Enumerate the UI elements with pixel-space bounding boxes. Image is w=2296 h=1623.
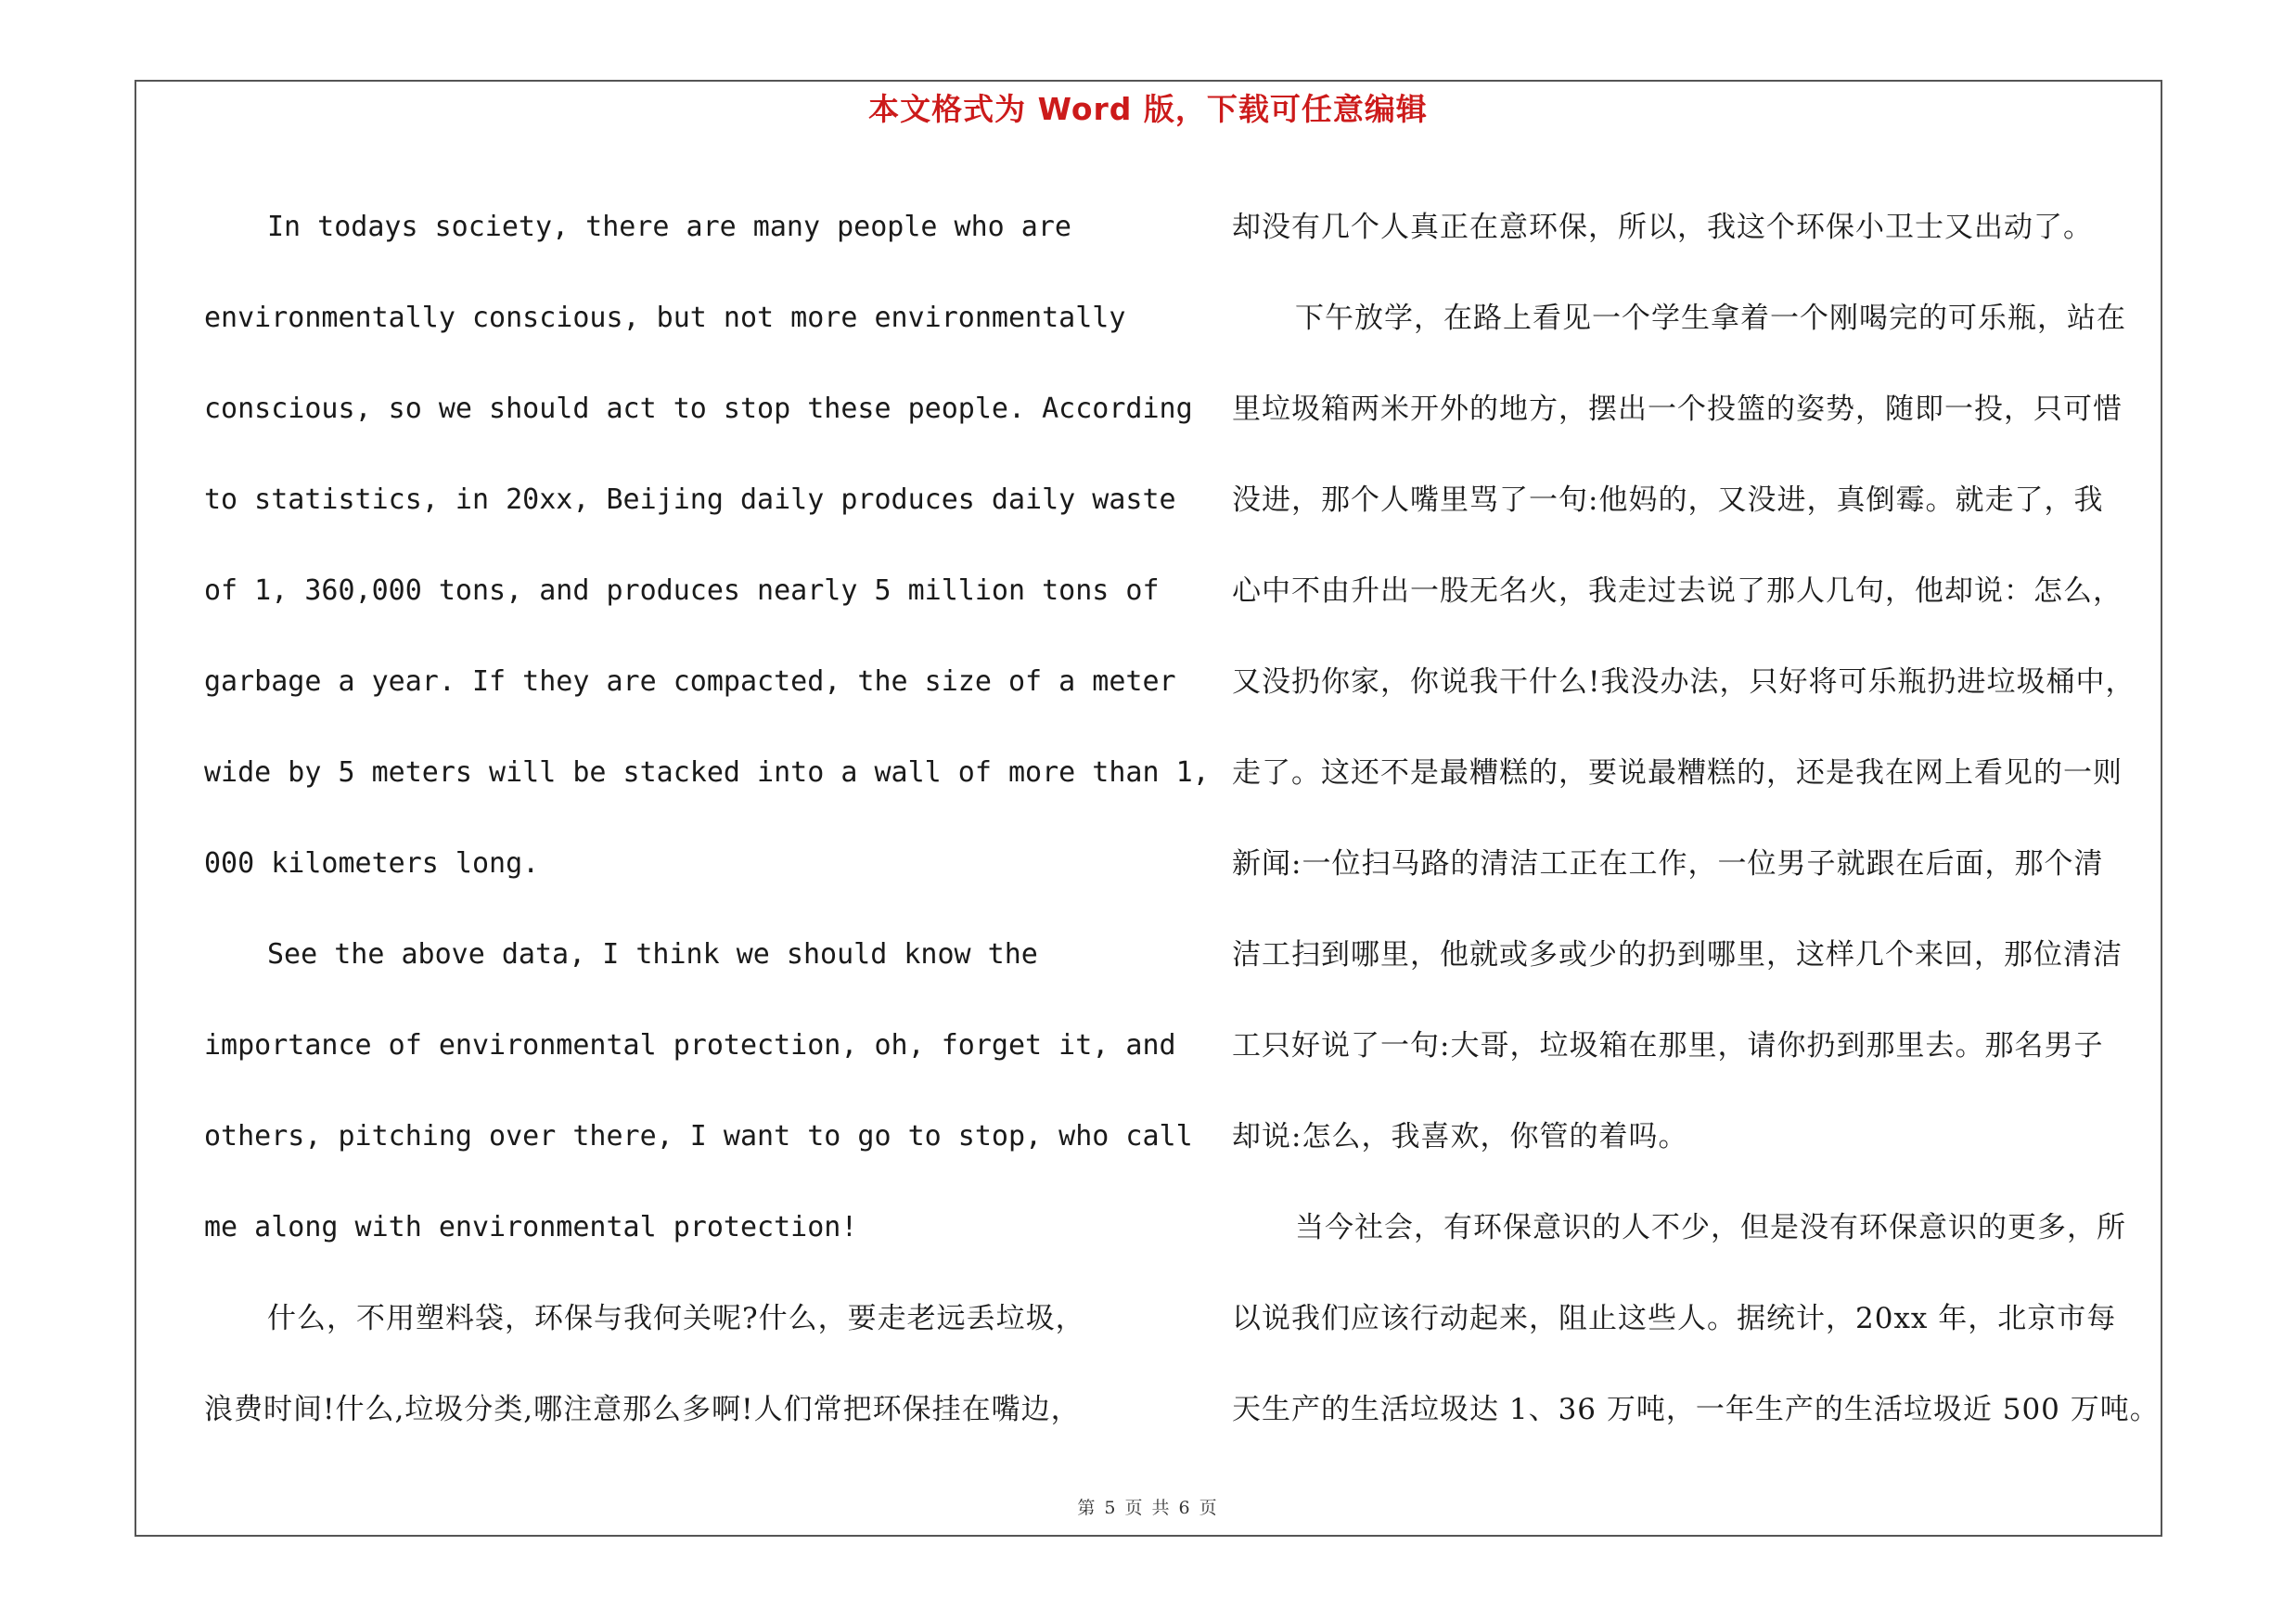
paragraph-line: 当今社会，有环保意识的人不少，但是没有环保意识的更多，所 <box>1295 1211 2126 1244</box>
paragraph-line: environmentally conscious, but not more environmentally <box>204 302 1126 334</box>
paragraph-line: 却说:怎么，我喜欢，你管的着吗。 <box>1232 1120 1688 1153</box>
paragraph-line: 却没有几个人真正在意环保，所以，我这个环保小卫士又出动了。 <box>1232 211 2093 244</box>
paragraph-line: 工只好说了一句:大哥，垃圾箱在那里，请你扔到那里去。那名男子 <box>1232 1029 2104 1063</box>
paragraph-line: 浪费时间!什么,垃圾分类,哪注意那么多啊!人们常把环保挂在嘴边， <box>204 1393 1081 1426</box>
paragraph-line: wide by 5 meters will be stacked into a wall of more than 1, <box>204 756 1210 789</box>
paragraph-line: me along with environmental protection! <box>204 1211 858 1243</box>
paragraph-line: to statistics, in 20xx, Beijing daily produces daily waste <box>204 483 1176 516</box>
paragraph-line: See the above data, I think we should know the <box>267 938 1038 971</box>
page-number: 第 5 页 共 6 页 <box>1077 1498 1219 1518</box>
left-text-column <box>204 182 1210 1455</box>
paragraph-line: 走了。这还不是最糟糕的，要说最糟糕的，还是我在网上看见的一则 <box>1232 756 2123 790</box>
paragraph-line: importance of environmental protection, oh, forget it, and <box>204 1029 1176 1062</box>
right-text-column <box>1232 182 2178 1455</box>
paragraph-line: 以说我们应该行动起来，阻止这些人。据统计，20xx 年，北京市每 <box>1232 1302 2117 1335</box>
paragraph-line: conscious, so we should act to stop these people. According <box>204 393 1193 425</box>
paragraph-line: 没进，那个人嘴里骂了一句:他妈的，又没进，真倒霉。就走了，我 <box>1232 483 2104 517</box>
paragraph-line: 000 kilometers long. <box>204 847 540 880</box>
paragraph-line: others, pitching over there, I want to go to stop, who call <box>204 1120 1193 1153</box>
paragraph-line: 天生产的生活垃圾达 1、36 万吨，一年生产的生活垃圾近 500 万吨。 <box>1232 1393 2160 1426</box>
paragraph-line: 下午放学，在路上看见一个学生拿着一个刚喝完的可乐瓶，站在 <box>1295 302 2126 335</box>
paragraph-line: In todays society, there are many people who are <box>267 211 1071 243</box>
paragraph-line: of 1, 360,000 tons, and produces nearly 5 million tons of <box>204 574 1160 607</box>
paragraph-line: 洁工扫到哪里，他就或多或少的扔到哪里，这样几个来回，那位清洁 <box>1232 938 2123 972</box>
paragraph-line: garbage a year. If they are compacted, the size of a meter <box>204 665 1176 698</box>
word-format-banner: 本文格式为 Word 版，下载可任意编辑 <box>868 91 1428 127</box>
paragraph-line: 什么，不用塑料袋，环保与我何关呢?什么，要走老远丢垃圾， <box>267 1302 1085 1335</box>
paragraph-line: 又没扔你家，你说我干什么!我没办法，只好将可乐瓶扔进垃圾桶中， <box>1232 665 2136 699</box>
paragraph-line: 里垃圾箱两米开外的地方，摆出一个投篮的姿势，随即一投，只可惜 <box>1232 393 2123 426</box>
paragraph-line: 心中不由升出一股无名火，我走过去说了那人几句，他却说：怎么， <box>1232 574 2123 608</box>
paragraph-line: 新闻:一位扫马路的清洁工正在工作，一位男子就跟在后面，那个清 <box>1232 847 2104 881</box>
